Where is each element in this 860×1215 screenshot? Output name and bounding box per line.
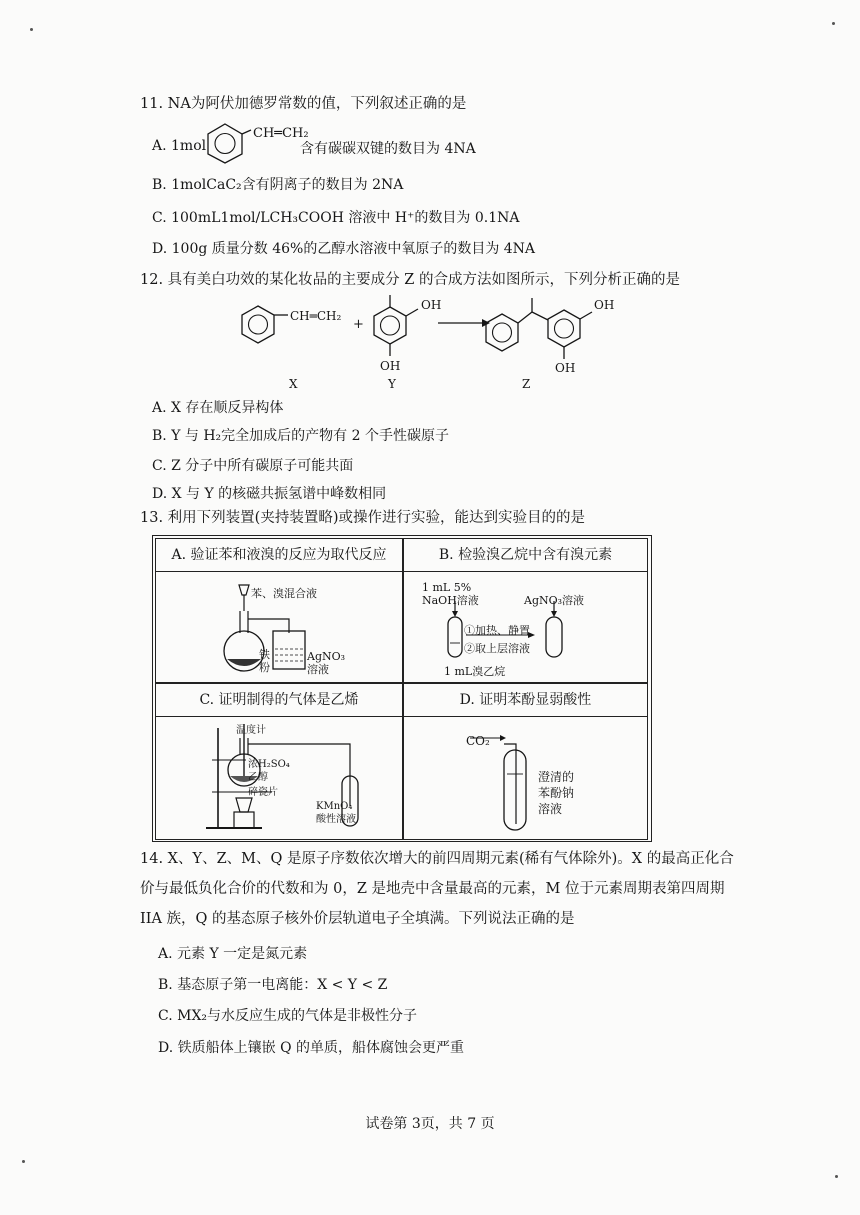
label-agno3: AgNO₃ [307, 650, 346, 663]
q13-cell-b [403, 538, 648, 683]
label-naoh-solution: NaOH溶液 [422, 594, 479, 607]
q14-option-a: A. 元素 Y 一定是氮元素 [158, 946, 308, 962]
label-naoh-volume: 1 mL 5% [422, 581, 472, 594]
q12-label-y: Y [388, 377, 396, 391]
label-ethanol: 乙醇 [248, 772, 268, 783]
q12-plus-sign: + [353, 317, 364, 332]
scan-speck [835, 1175, 838, 1178]
label-porcelain-chips: 碎瓷片 [248, 787, 278, 798]
label-acidic-solution: 酸性溶液 [316, 814, 356, 825]
label-sodium-phenoxide: 苯酚钠 [538, 786, 575, 800]
label-bromoethane: 1 mL溴乙烷 [444, 665, 506, 678]
q11-option-a-suffix: 含有碳碳双键的数目为 4NA [300, 141, 476, 157]
q11-vinyl-group: CH═CH₂ [253, 126, 309, 141]
q14-stem-line3: IIA 族，Q 的基态原子核外价层轨道电子全填满。下列说法正确的是 [140, 911, 575, 927]
q12-stem: 12. 具有美白功效的某化妆品的主要成分 Z 的合成方法如图所示，下列分析正确的是 [140, 272, 680, 288]
q14-option-c: C. MX₂与水反应生成的气体是非极性分子 [158, 1008, 418, 1024]
q13-cell-a [155, 538, 403, 683]
q12-label-z: Z [522, 377, 531, 391]
q11-option-c: C. 100mL1mol/LCH₃COOH 溶液中 H⁺的数目为 0.1NA [152, 210, 520, 226]
q13-cell-c [155, 683, 403, 840]
label-iron-1: 铁 [259, 648, 270, 661]
molecule-y [374, 295, 418, 356]
q11-option-b: B. 1molCaC₂含有阴离子的数目为 2NA [152, 177, 404, 193]
label-clear: 澄清的 [538, 770, 575, 784]
q13-apparatus-table [152, 535, 652, 842]
q12-y-oh-top: OH [421, 298, 442, 312]
benzene-ring-q11 [205, 122, 245, 164]
reaction-arrow [438, 319, 490, 327]
molecule-z [486, 298, 592, 359]
q13-cell-a-title: A. 验证苯和液溴的反应为取代反应 [156, 539, 402, 572]
label-step-heat: ①加热、静置 [464, 624, 530, 637]
q13-stem: 13. 利用下列装置(夹持装置略)或操作进行实验，能达到实验目的的是 [140, 510, 585, 526]
q12-option-d: D. X 与 Y 的核磁共振氢谱中峰数相同 [152, 486, 387, 502]
scan-speck [30, 28, 33, 31]
q12-z-oh-top: OH [594, 298, 615, 312]
q11-stem: 11. NA为阿伏加德罗常数的值，下列叙述正确的是 [140, 96, 467, 112]
q13-cell-b-title: B. 检验溴乙烷中含有溴元素 [404, 539, 647, 572]
q12-option-b: B. Y 与 H₂完全加成后的产物有 2 个手性碳原子 [152, 428, 449, 444]
q12-option-c: C. Z 分子中所有碳原子可能共面 [152, 458, 354, 474]
scan-speck [832, 22, 835, 25]
molecule-x [242, 306, 288, 343]
q12-label-x: X [289, 377, 298, 391]
q14-option-d: D. 铁质船体上镶嵌 Q 的单质，船体腐蚀会更严重 [158, 1040, 465, 1056]
label-solution-d: 溶液 [538, 802, 563, 816]
q14-stem-line1: 14. X、Y、Z、M、Q 是原子序数依次增大的前四周期元素(稀有气体除外)。X 的最高正化合 [140, 851, 734, 867]
q13-cell-d [403, 683, 648, 840]
q13-cell-c-title: C. 证明制得的气体是乙烯 [156, 684, 402, 717]
label-iron-2: 粉 [259, 661, 270, 674]
label-co2: CO₂ [466, 734, 490, 748]
scan-speck [22, 1160, 25, 1163]
label-thermometer: 温度计 [236, 725, 266, 736]
q11-option-a-prefix: A. 1mol [152, 138, 207, 154]
q13-cell-d-title: D. 证明苯酚显弱酸性 [404, 684, 647, 717]
q12-z-oh-bottom: OH [555, 361, 576, 375]
label-agno3-solution: 溶液 [307, 663, 329, 676]
label-conc-h2so4: 浓H₂SO₄ [248, 759, 290, 770]
q14-option-b: B. 基态原子第一电离能：X < Y < Z [158, 977, 388, 993]
page-footer: 试卷第 3页，共 7 页 [365, 1116, 495, 1132]
q12-x-vinyl-group: CH═CH₂ [290, 309, 342, 323]
q14-stem-line2: 价与最低负化合价的代数和为 0，Z 是地壳中含量最高的元素，M 位于元素周期表第四周期 [140, 881, 725, 897]
q12-y-oh-bottom: OH [380, 359, 401, 373]
label-benzene-bromine-mix: 苯、溴混合液 [251, 587, 317, 600]
q12-option-a: A. X 存在顺反异构体 [152, 400, 284, 416]
label-kmno4: KMnO₄ [316, 801, 353, 812]
label-step-take-upper: ②取上层溶液 [464, 642, 530, 655]
q11-option-d: D. 100g 质量分数 46%的乙醇水溶液中氧原子的数目为 4NA [152, 241, 536, 257]
label-agno3-solution-b: AgNO₃溶液 [524, 594, 585, 607]
